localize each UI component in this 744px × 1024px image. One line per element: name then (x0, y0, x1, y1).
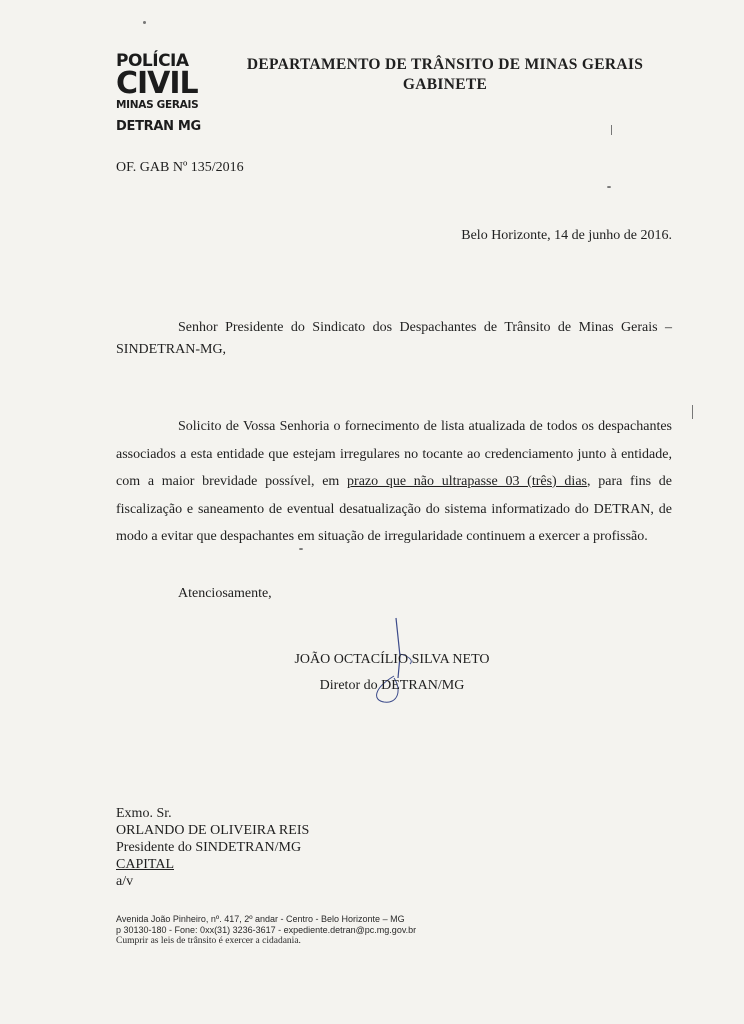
office-title: GABINETE (402, 76, 488, 93)
closing: Atenciosamente, (178, 586, 272, 601)
footer-motto: Cumprir as leis de trânsito é exercer a cidadania. (116, 936, 301, 946)
place-and-date: Belo Horizonte, 14 de junho de 2016. (461, 228, 672, 243)
recipient-city: CAPITAL (116, 857, 174, 872)
paper-speck (611, 125, 612, 135)
salutation: Senhor Presidente do Sindicato dos Despachantes de Trânsito de Minas Gerais – SINDETRAN-MG, (116, 320, 672, 357)
recipient-honorific: Exmo. Sr. (116, 806, 172, 821)
logo-line-detran: DETRAN MG (116, 119, 201, 134)
policia-civil-logo (116, 52, 206, 138)
letterhead (210, 55, 680, 95)
footer-address: Avenida João Pinheiro, nº. 417, 2º andar - Centro - Belo Horizonte – MG (116, 914, 405, 924)
department-title: DEPARTAMENTO DE TRÂNSITO DE MINAS GERAIS (246, 56, 644, 73)
paper-speck (143, 21, 146, 24)
body-text-end: , para fins de fiscalização e saneamento de eventual desatualização do sistema informatizado do DETRAN, de modo a evitar que despachantes em situação de irregularidade continuem a exercer a profissão. (116, 474, 672, 544)
recipient-position: Presidente do SINDETRAN/MG (116, 840, 302, 855)
footer-contact: p 30130-180 - Fone: 0xx(31) 3236-3617 - expediente.detran@pc.mg.gov.br (116, 925, 417, 935)
body-text-start: Solicito de Vossa Senhoria o fornecimento de lista atualizada de todos os despachantes associados a esta entidade que estejam irregulares no tocante ao credenciamento junto à entidade, com a maior brevidade possível, em (116, 419, 672, 489)
paper-speck (299, 548, 303, 550)
paper-speck (692, 405, 693, 419)
body-text-deadline: prazo que não ultrapasse 03 (três) dias (347, 474, 587, 489)
signatory-title: Diretor do DETRAN/MG (319, 678, 465, 693)
footer (116, 914, 416, 947)
recipient-block (116, 805, 309, 890)
document-reference: OF. GAB Nº 135/2016 (116, 160, 244, 175)
body-paragraph (116, 413, 672, 551)
recipient-note: a/v (116, 874, 134, 889)
paper-speck (607, 186, 611, 188)
logo-line-policia: POLÍCIA (116, 51, 189, 71)
logo-line-minas-gerais: MINAS GERAIS (116, 99, 199, 111)
recipient-name: ORLANDO DE OLIVEIRA REIS (116, 823, 310, 838)
logo-line-civil: CIVIL (116, 66, 198, 101)
signatory-name: JOÃO OCTACÍLIO SILVA NETO (294, 652, 490, 667)
